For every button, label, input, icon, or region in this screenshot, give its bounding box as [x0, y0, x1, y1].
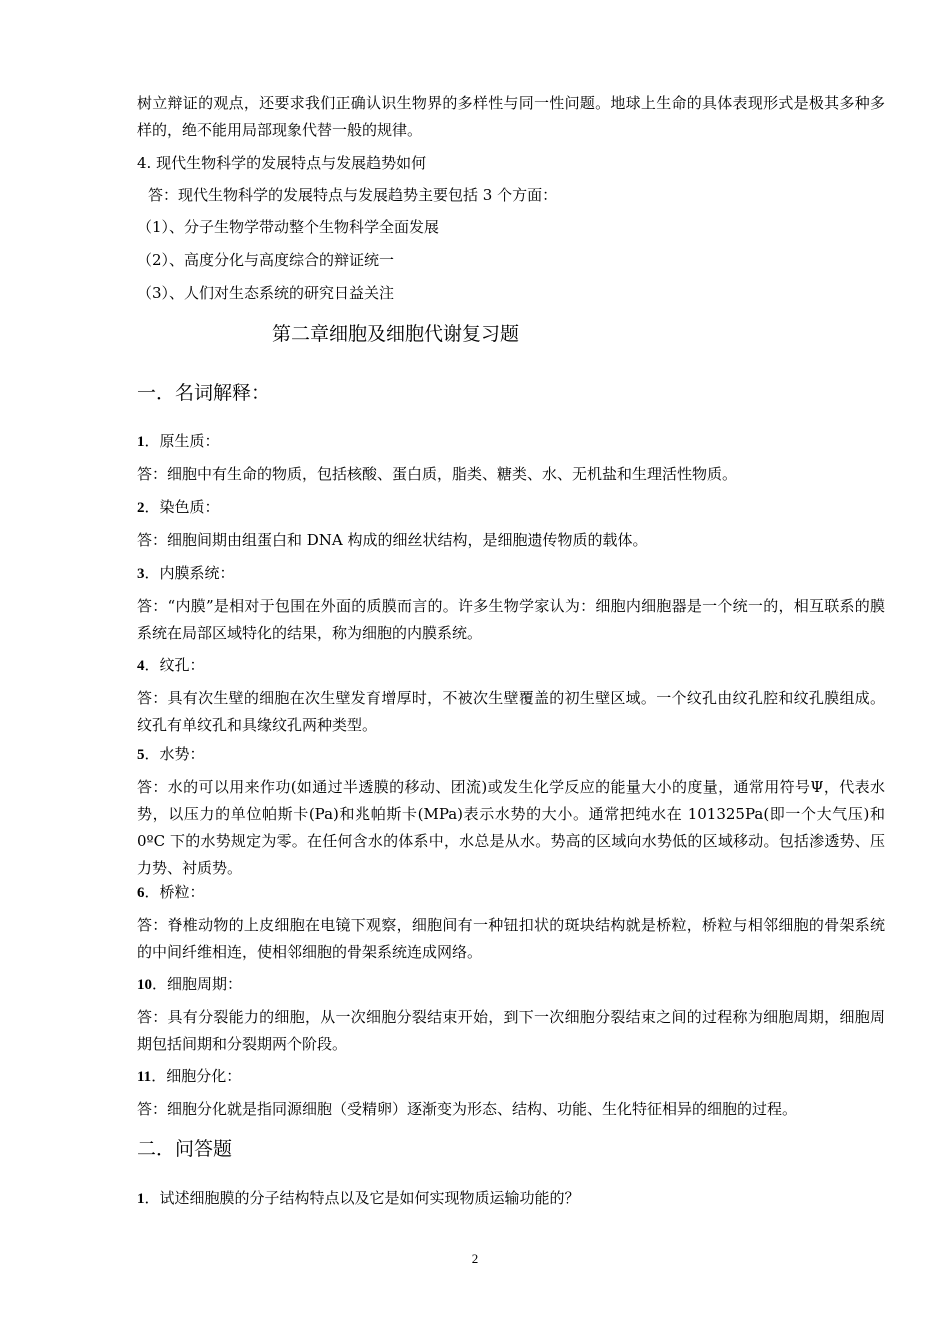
list-item: （3）、人们对生态系统的研究日益关注 [137, 284, 395, 302]
question-1 [137, 1185, 885, 1213]
term-heading [137, 1063, 885, 1091]
term-label: ．内膜系统： [144, 564, 235, 582]
term-heading [137, 560, 885, 588]
term-answer: 答：水的可以用来作功(如通过半透膜的移动、团流)或发生化学反应的能量大小的度量，通常用符号Ψ，代表水势，以压力的单位帕斯卡(Pa)和兆帕斯卡(MPa)表示水势的大小。通常把纯水在 101325Pa(即一个大气压)和 0ºC 下的水势规定为零。在任何含水的体系中，水总是从水。势高的区域向水势低的区域移动。包括渗透势、压力势、衬质势。 [137, 778, 885, 877]
term-label: ．桥粒： [144, 883, 205, 901]
term-heading [137, 741, 885, 769]
term-answer: 答：细胞分化就是指同源细胞（受精卵）逐渐变为形态、结构、功能、生化特征相异的细胞的过程。 [137, 1100, 798, 1118]
term-number: 11 [137, 1069, 152, 1085]
term-heading [137, 652, 885, 680]
term-number: 1 [137, 434, 145, 450]
term-label: ．染色质： [144, 498, 220, 516]
intro-paragraph: 树立辩证的观点，还要求我们正确认识生物界的多样性与同一性问题。地球上生命的具体表现形式是极其多种多样的，绝不能用局部现象代替一般的规律。 [137, 94, 885, 139]
term-heading [137, 971, 885, 999]
term-label: ．细胞分化： [151, 1067, 242, 1085]
list-item: （1）、分子生物学带动整个生物科学全面发展 [137, 218, 440, 236]
term-label: ．水势： [144, 745, 205, 763]
term-label: ．纹孔： [144, 656, 205, 674]
question-number: 1 [137, 1191, 145, 1207]
term-number: 3 [137, 566, 145, 582]
section-title-terms: 一．名词解释： [137, 382, 271, 404]
term-number: 5 [137, 747, 145, 763]
term-answer: 答：具有次生壁的细胞在次生壁发育增厚时，不被次生壁覆盖的初生壁区域。一个纹孔由纹孔腔和纹孔膜组成。纹孔有单纹孔和具缘纹孔两种类型。 [137, 689, 885, 734]
page-number: 2 [471, 1251, 479, 1266]
term-heading [137, 879, 885, 907]
term-answer: 答：具有分裂能力的细胞，从一次细胞分裂结束开始，到下一次细胞分裂结束之间的过程称为细胞周期，细胞周期包括间期和分裂期两个阶段。 [137, 1008, 885, 1053]
list-item: （2）、高度分化与高度综合的辩证统一 [137, 251, 395, 269]
chapter-title: 第二章细胞及细胞代谢复习题 [272, 323, 520, 345]
term-number: 10 [137, 977, 152, 993]
question-4: 4. 现代生物科学的发展特点与发展趋势如何 [137, 154, 427, 172]
answer-4: 答：现代生物科学的发展特点与发展趋势主要包括 3 个方面： [148, 186, 558, 204]
section-title-questions: 二．问答题 [137, 1138, 233, 1160]
term-label: ．细胞周期： [152, 975, 243, 993]
term-answer: 答：脊椎动物的上皮细胞在电镜下观察，细胞间有一种钮扣状的斑块结构就是桥粒，桥粒与相邻细胞的骨架系统的中间纤维相连，使相邻细胞的骨架系统连成网络。 [137, 916, 885, 961]
term-number: 2 [137, 500, 145, 516]
term-answer: 答：“内膜”是相对于包围在外面的质膜而言的。许多生物学家认为：细胞内细胞器是一个统一的，相互联系的膜系统在局部区域特化的结果，称为细胞的内膜系统。 [137, 597, 885, 642]
term-heading [137, 428, 885, 456]
question-text: ．试述细胞膜的分子结构特点以及它是如何实现物质运输功能的？ [144, 1189, 580, 1207]
term-label: ．原生质： [144, 432, 220, 450]
term-heading [137, 494, 885, 522]
term-answer: 答：细胞中有生命的物质，包括核酸、蛋白质，脂类、糖类、水、无机盐和生理活性物质。 [137, 465, 738, 483]
term-number: 6 [137, 885, 145, 901]
term-number: 4 [137, 658, 145, 674]
term-answer: 答：细胞间期由组蛋白和 DNA 构成的细丝状结构，是细胞遗传物质的载体。 [137, 531, 648, 549]
